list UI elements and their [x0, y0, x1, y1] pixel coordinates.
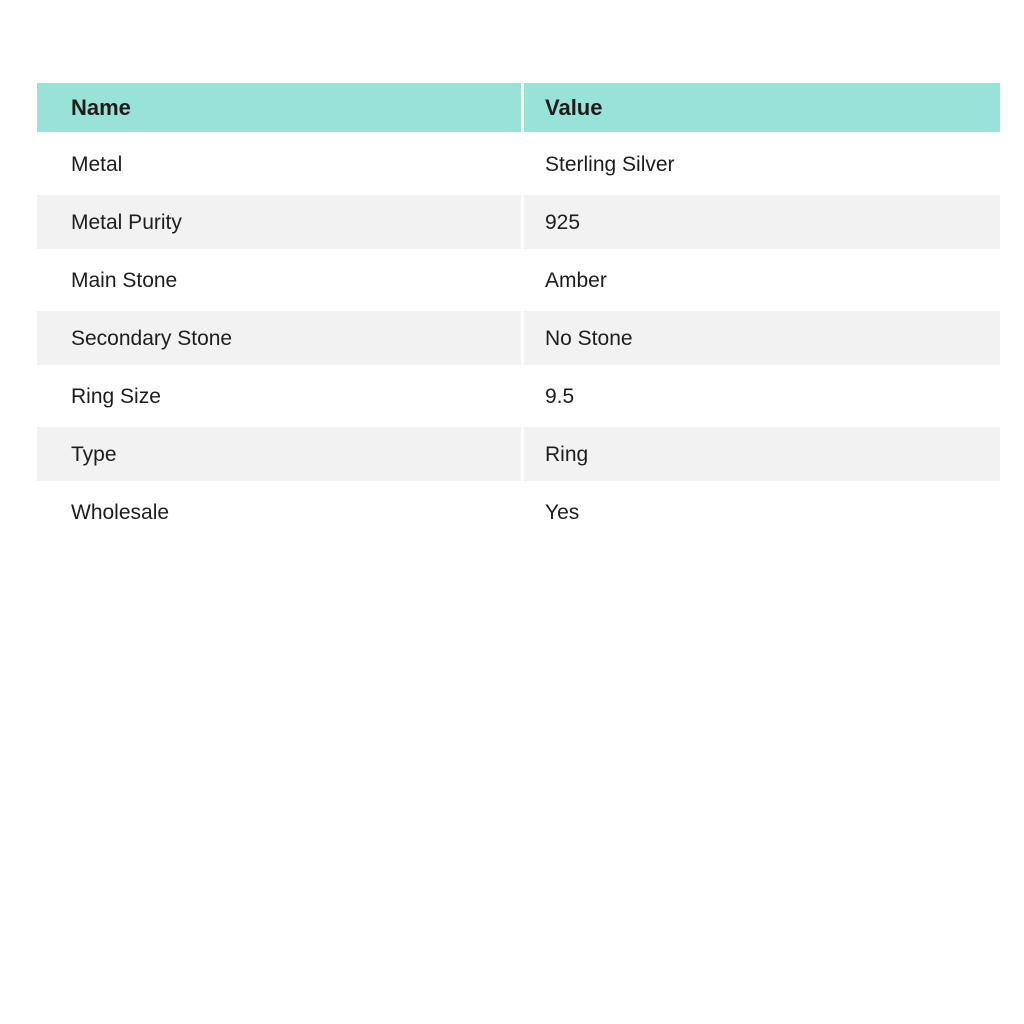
table-header-row [37, 83, 1000, 132]
product-attributes-table [37, 83, 1000, 541]
attribute-value-cell: No Stone [524, 309, 1000, 367]
table-row [37, 135, 1000, 193]
attribute-value-cell: 925 [524, 193, 1000, 251]
attribute-value-cell: Amber [545, 268, 607, 292]
table-row [37, 367, 1000, 425]
table-body [37, 135, 1000, 541]
attribute-name-cell: Metal [71, 152, 123, 176]
attribute-value-cell: Yes [545, 500, 580, 524]
attribute-name-cell: Secondary Stone [37, 309, 521, 367]
attribute-name-cell: Type [37, 425, 521, 483]
table-row [37, 251, 1000, 309]
column-header-value: Value [524, 83, 1000, 132]
attribute-name-cell: Metal Purity [37, 193, 521, 251]
attribute-name-cell: Main Stone [71, 268, 178, 292]
table-row [37, 425, 1000, 483]
table-row [37, 193, 1000, 251]
attribute-value-cell: 9.5 [545, 384, 575, 408]
attribute-value-cell: Sterling Silver [545, 152, 675, 176]
attribute-name-cell: Ring Size [71, 384, 161, 408]
attribute-name-cell: Wholesale [71, 500, 170, 524]
attribute-value-cell: Ring [524, 425, 1000, 483]
column-header-name: Name [37, 83, 521, 132]
table-row [37, 483, 1000, 541]
table-row [37, 309, 1000, 367]
